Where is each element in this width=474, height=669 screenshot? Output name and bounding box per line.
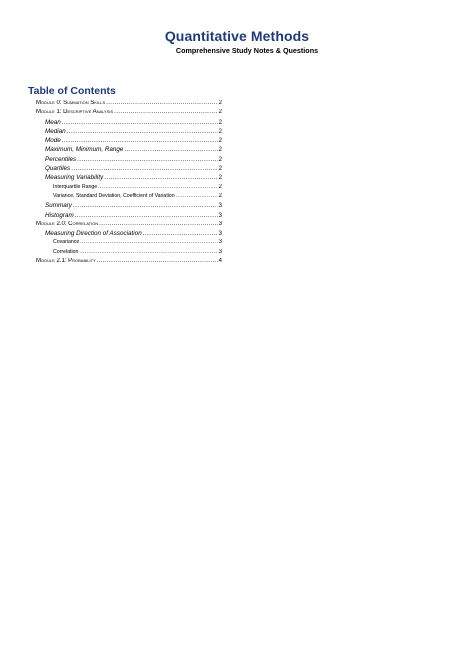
toc-entry-page: 2 [218,175,222,182]
toc-leader-dots [80,239,217,245]
toc-entry-direction-of-association[interactable] [36,230,222,239]
toc-entry-page: 3 [218,203,222,210]
toc-entry-label: Variance, Standard Deviation, Coefficient of Variation [53,192,175,199]
toc-entry-label: Interquartile Range [53,183,98,190]
toc-leader-dots [106,100,217,106]
toc-entry-page: 3 [218,220,222,227]
toc-entry-interquartile-range[interactable] [36,184,222,193]
toc-leader-dots [176,193,218,199]
toc-entry-module-0[interactable] [36,100,222,109]
toc-leader-dots [77,156,218,163]
toc-entry-max-min-range[interactable] [36,146,222,155]
toc-entry-module-2-1[interactable] [36,258,222,267]
toc-entry-page: 2 [218,119,222,126]
toc-entry-median[interactable] [36,128,222,137]
toc-entry-label: Maximum, Minimum, Range [45,146,124,154]
toc-entry-module-1[interactable] [36,109,222,118]
toc-leader-dots [99,221,217,227]
toc-entry-mean[interactable] [36,119,222,128]
toc-entry-label: Measuring Variability [45,174,104,182]
toc-entry-page: 2 [218,183,222,190]
toc-entry-page: 3 [218,231,222,238]
toc-leader-dots [104,174,217,181]
toc-entry-label: Median [45,127,66,135]
toc-leader-dots [62,119,218,126]
toc-leader-dots [97,258,218,264]
toc-entry-summary[interactable] [36,202,222,211]
toc-entry-page: 2 [218,128,222,135]
toc-entry-page: 2 [218,100,222,106]
toc-leader-dots [62,137,218,144]
toc-leader-dots [67,128,218,135]
toc-entry-page: 2 [218,138,222,145]
toc-entry-page: 2 [218,192,222,199]
toc-leader-dots [71,165,217,172]
toc-entry-label: Percentiles [45,155,77,163]
toc-entry-label: Measuring Direction of Association [45,230,142,238]
toc-heading: Table of Contents [28,85,116,97]
toc-entry-variance-sd-cv[interactable] [36,193,222,202]
toc-entry-page: 4 [218,258,222,265]
toc-entry-measuring-variability[interactable] [36,174,222,183]
toc-leader-dots [143,230,218,237]
toc-entry-label: Module 1: Descriptive Analysis [36,109,114,116]
table-of-contents [36,100,222,267]
toc-entry-percentiles[interactable] [36,156,222,165]
toc-entry-page: 3 [218,212,222,219]
toc-entry-label: Module 0: Summation Skills [36,100,106,106]
toc-leader-dots [73,202,218,209]
toc-entry-label: Mean [45,118,61,126]
toc-entry-label: Quartiles [45,165,71,173]
toc-leader-dots [124,146,217,153]
toc-entry-page: 2 [218,156,222,163]
toc-entry-histogram[interactable] [36,212,222,221]
toc-entry-quartiles[interactable] [36,165,222,174]
document-title: Quantitative Methods [164,28,310,44]
document-subtitle: Comprehensive Study Notes & Questions [175,46,319,55]
toc-entry-correlation[interactable] [36,249,222,258]
toc-leader-dots [98,184,218,190]
toc-entry-label: Module 2.1: Probability [36,258,96,265]
toc-leader-dots [75,212,218,219]
toc-entry-label: Correlation [53,248,79,255]
toc-entry-mode[interactable] [36,137,222,146]
toc-entry-label: Module 2.0: Correlation [36,220,99,227]
toc-entry-page: 3 [218,248,222,255]
toc-entry-label: Covariance [53,239,80,246]
toc-entry-label: Histogram [45,211,74,219]
toc-entry-page: 2 [218,109,222,116]
toc-entry-page: 2 [218,166,222,173]
toc-entry-module-2-0[interactable] [36,221,222,230]
toc-entry-covariance[interactable] [36,239,222,248]
toc-entry-label: Summary [45,202,72,210]
toc-entry-label: Mode [45,137,61,145]
toc-leader-dots [114,109,217,115]
toc-entry-page: 2 [218,147,222,154]
toc-leader-dots [79,249,217,255]
toc-entry-page: 3 [218,239,222,246]
